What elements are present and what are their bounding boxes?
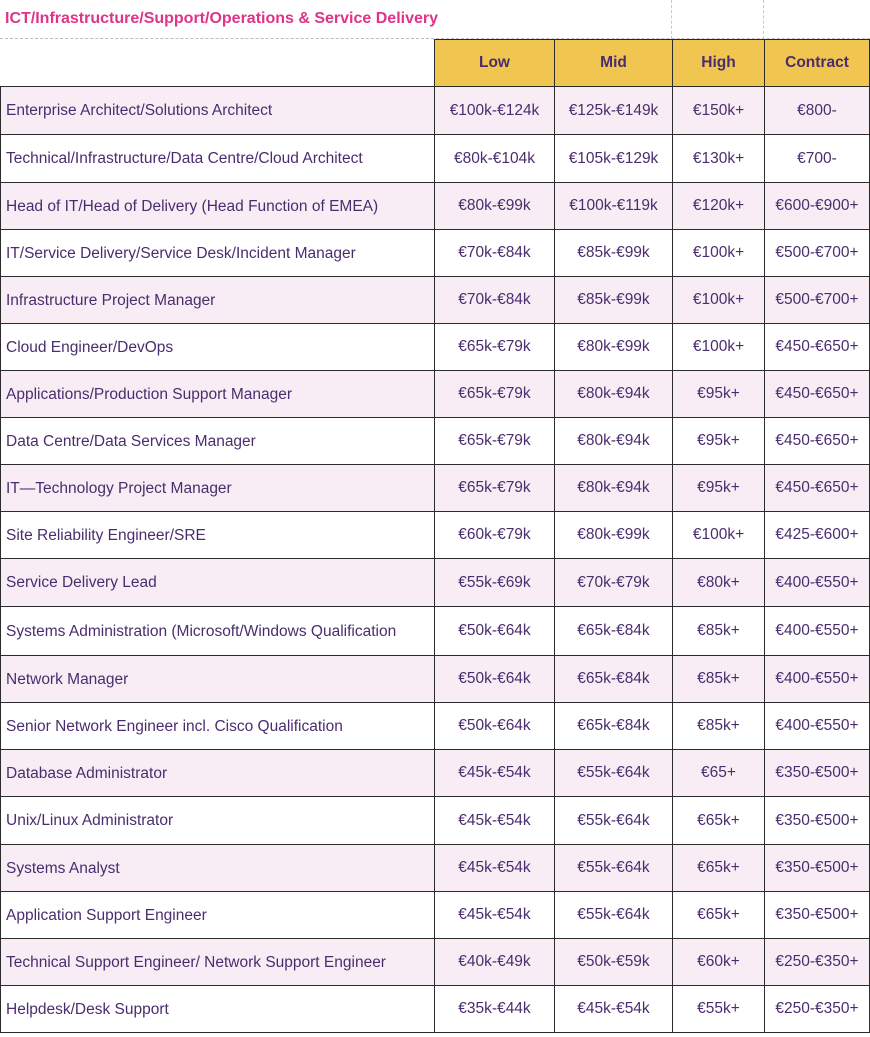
high-cell: €85k+ [673, 607, 765, 656]
table-row [1, 845, 870, 892]
table-row [1, 797, 870, 845]
mid-cell: €65k-€84k [555, 703, 673, 750]
low-cell: €100k-€124k [435, 87, 555, 135]
table-row [1, 512, 870, 559]
high-cell: €100k+ [673, 230, 765, 277]
high-cell: €100k+ [673, 324, 765, 371]
mid-cell: €55k-€64k [555, 892, 673, 939]
low-cell: €65k-€79k [435, 418, 555, 465]
high-cell: €80k+ [673, 559, 765, 607]
role-cell: Cloud Engineer/DevOps [1, 324, 435, 371]
contract-cell: €500-€700+ [765, 277, 870, 324]
high-cell: €95k+ [673, 465, 765, 512]
role-cell: Helpdesk/Desk Support [1, 986, 435, 1033]
contract-cell: €250-€350+ [765, 986, 870, 1033]
mid-cell: €55k-€64k [555, 750, 673, 797]
high-cell: €65k+ [673, 892, 765, 939]
mid-cell: €85k-€99k [555, 230, 673, 277]
low-cell: €65k-€79k [435, 371, 555, 418]
mid-cell: €80k-€99k [555, 324, 673, 371]
contract-cell: €350-€500+ [765, 797, 870, 845]
contract-cell: €800- [765, 87, 870, 135]
high-cell: €65k+ [673, 845, 765, 892]
role-cell: Head of IT/Head of Delivery (Head Function of EMEA) [1, 183, 435, 230]
contract-cell: €350-€500+ [765, 892, 870, 939]
table-row [1, 135, 870, 183]
role-cell: Data Centre/Data Services Manager [1, 418, 435, 465]
mid-cell: €80k-€94k [555, 371, 673, 418]
contract-cell: €350-€500+ [765, 845, 870, 892]
role-cell: Systems Analyst [1, 845, 435, 892]
high-cell: €120k+ [673, 183, 765, 230]
contract-cell: €450-€650+ [765, 371, 870, 418]
header-contract: Contract [765, 40, 870, 87]
high-cell: €130k+ [673, 135, 765, 183]
table-row [1, 87, 870, 135]
table-row [1, 277, 870, 324]
table-row [1, 559, 870, 607]
low-cell: €80k-€99k [435, 183, 555, 230]
high-cell: €85k+ [673, 703, 765, 750]
mid-cell: €50k-€59k [555, 939, 673, 986]
low-cell: €35k-€44k [435, 986, 555, 1033]
role-cell: Database Administrator [1, 750, 435, 797]
mid-cell: €105k-€129k [555, 135, 673, 183]
mid-cell: €125k-€149k [555, 87, 673, 135]
high-cell: €65k+ [673, 797, 765, 845]
low-cell: €45k-€54k [435, 750, 555, 797]
header-high: High [673, 40, 765, 87]
role-cell: Systems Administration (Microsoft/Windows Qualification [1, 607, 435, 656]
table-row [1, 656, 870, 703]
low-cell: €50k-€64k [435, 656, 555, 703]
role-cell: IT/Service Delivery/Service Desk/Incident Manager [1, 230, 435, 277]
page-title: ICT/Infrastructure/Support/Operations & Service Delivery [5, 10, 439, 27]
contract-cell: €400-€550+ [765, 703, 870, 750]
header-blank [1, 40, 435, 87]
table-row [1, 986, 870, 1033]
low-cell: €65k-€79k [435, 324, 555, 371]
header-low: Low [435, 40, 555, 87]
table-row [1, 418, 870, 465]
low-cell: €80k-€104k [435, 135, 555, 183]
header-row [1, 40, 870, 87]
low-cell: €70k-€84k [435, 230, 555, 277]
high-cell: €85k+ [673, 656, 765, 703]
role-cell: IT—Technology Project Manager [1, 465, 435, 512]
contract-cell: €425-€600+ [765, 512, 870, 559]
divider [671, 0, 672, 39]
table-row [1, 230, 870, 277]
role-cell: Senior Network Engineer incl. Cisco Qualification [1, 703, 435, 750]
mid-cell: €65k-€84k [555, 607, 673, 656]
table-row [1, 371, 870, 418]
low-cell: €50k-€64k [435, 607, 555, 656]
contract-cell: €450-€650+ [765, 324, 870, 371]
low-cell: €40k-€49k [435, 939, 555, 986]
high-cell: €100k+ [673, 512, 765, 559]
high-cell: €100k+ [673, 277, 765, 324]
mid-cell: €80k-€94k [555, 418, 673, 465]
mid-cell: €55k-€64k [555, 845, 673, 892]
divider [763, 0, 764, 39]
contract-cell: €450-€650+ [765, 418, 870, 465]
high-cell: €65+ [673, 750, 765, 797]
table-row [1, 607, 870, 656]
role-cell: Site Reliability Engineer/SRE [1, 512, 435, 559]
role-cell: Infrastructure Project Manager [1, 277, 435, 324]
title-row [0, 0, 870, 39]
low-cell: €45k-€54k [435, 797, 555, 845]
high-cell: €95k+ [673, 418, 765, 465]
mid-cell: €55k-€64k [555, 797, 673, 845]
contract-cell: €700- [765, 135, 870, 183]
low-cell: €65k-€79k [435, 465, 555, 512]
table-row [1, 183, 870, 230]
contract-cell: €400-€550+ [765, 656, 870, 703]
contract-cell: €450-€650+ [765, 465, 870, 512]
low-cell: €50k-€64k [435, 703, 555, 750]
mid-cell: €85k-€99k [555, 277, 673, 324]
contract-cell: €400-€550+ [765, 607, 870, 656]
table-body [1, 87, 870, 1033]
high-cell: €55k+ [673, 986, 765, 1033]
role-cell: Enterprise Architect/Solutions Architect [1, 87, 435, 135]
mid-cell: €80k-€99k [555, 512, 673, 559]
low-cell: €45k-€54k [435, 845, 555, 892]
header-mid: Mid [555, 40, 673, 87]
mid-cell: €80k-€94k [555, 465, 673, 512]
role-cell: Network Manager [1, 656, 435, 703]
high-cell: €60k+ [673, 939, 765, 986]
table-row [1, 465, 870, 512]
contract-cell: €400-€550+ [765, 559, 870, 607]
role-cell: Service Delivery Lead [1, 559, 435, 607]
low-cell: €55k-€69k [435, 559, 555, 607]
mid-cell: €70k-€79k [555, 559, 673, 607]
high-cell: €95k+ [673, 371, 765, 418]
role-cell: Application Support Engineer [1, 892, 435, 939]
contract-cell: €500-€700+ [765, 230, 870, 277]
table-row [1, 703, 870, 750]
high-cell: €150k+ [673, 87, 765, 135]
low-cell: €70k-€84k [435, 277, 555, 324]
role-cell: Technical/Infrastructure/Data Centre/Cloud Architect [1, 135, 435, 183]
role-cell: Applications/Production Support Manager [1, 371, 435, 418]
contract-cell: €600-€900+ [765, 183, 870, 230]
table-row [1, 892, 870, 939]
salary-table [0, 39, 870, 1033]
mid-cell: €65k-€84k [555, 656, 673, 703]
mid-cell: €45k-€54k [555, 986, 673, 1033]
table-row [1, 939, 870, 986]
role-cell: Unix/Linux Administrator [1, 797, 435, 845]
low-cell: €60k-€79k [435, 512, 555, 559]
table-row [1, 750, 870, 797]
table-row [1, 324, 870, 371]
contract-cell: €250-€350+ [765, 939, 870, 986]
contract-cell: €350-€500+ [765, 750, 870, 797]
role-cell: Technical Support Engineer/ Network Support Engineer [1, 939, 435, 986]
mid-cell: €100k-€119k [555, 183, 673, 230]
low-cell: €45k-€54k [435, 892, 555, 939]
